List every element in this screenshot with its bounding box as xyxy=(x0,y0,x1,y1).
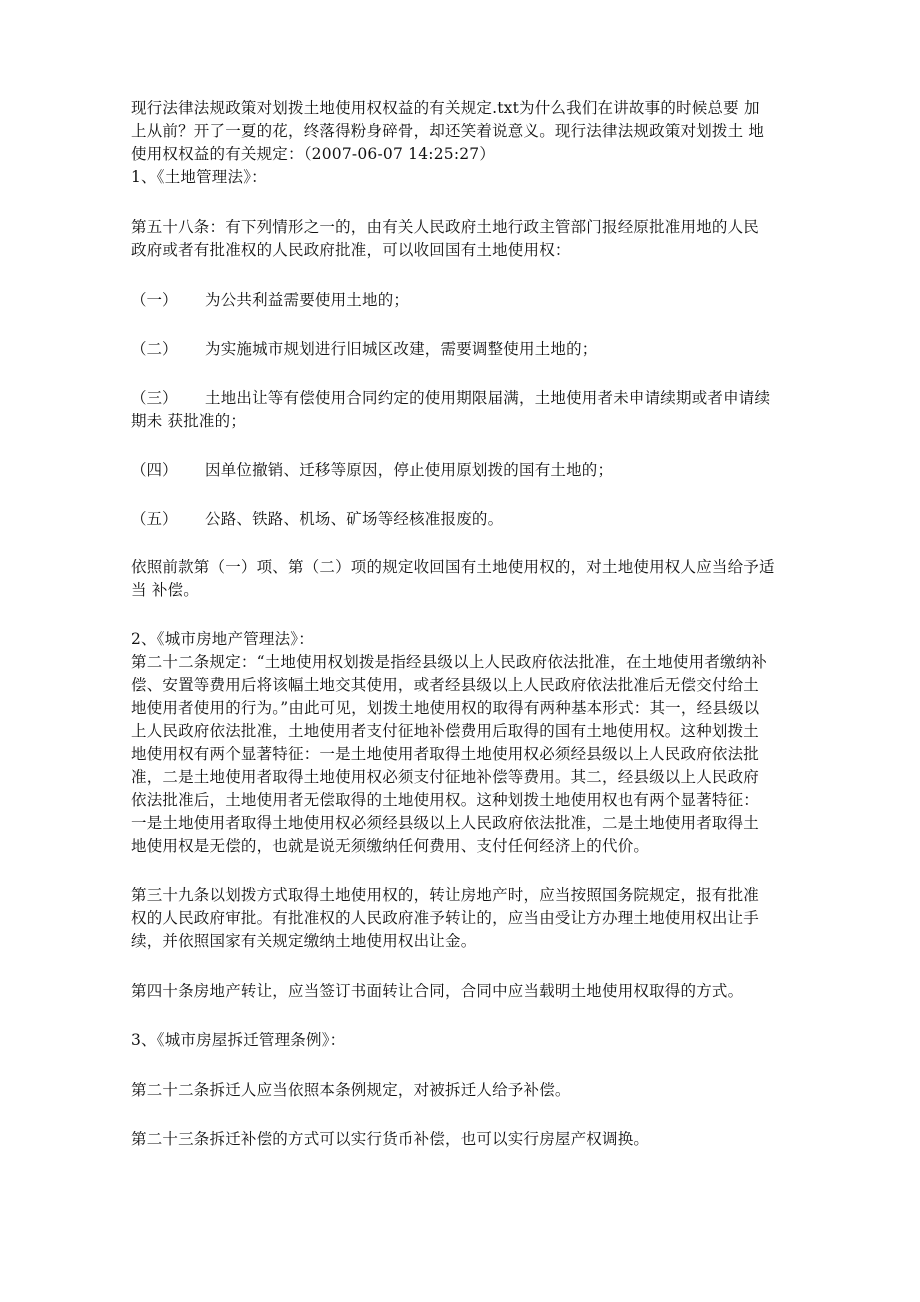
article-22-line-5: 地使用权有两个显著特征：一是土地使用者取得土地使用权必须经县级以上人民政府依法批 xyxy=(131,745,760,763)
article-22-line-7: 依法批准后，土地使用者无偿取得的土地使用权。这种划拨土地使用权也有两个显著特征： xyxy=(131,791,760,809)
intro-line-1: 现行法律法规政策对划拨土地使用权权益的有关规定.txt为什么我们在讲故事的时候总要 加 xyxy=(131,99,760,117)
article-40: 第四十条房地产转让，应当签订书面转让合同，合同中应当载明土地使用权取得的方式。 xyxy=(131,982,744,1000)
article-22-line-6: 准，二是土地使用者取得土地使用权必须支付征地补偿等费用。其二，经县级以上人民政府 xyxy=(131,768,760,786)
item-5-number: （五） xyxy=(131,510,178,528)
section-1-heading: 1、《土地管理法》： xyxy=(131,168,267,186)
article-22-line-3: 地使用者使用的行为。”由此可见，划拨土地使用权的取得有两种基本形式：其一，经县级以 xyxy=(131,699,760,717)
relocation-article-23: 第二十三条拆迁补偿的方式可以实行货币补偿，也可以实行房屋产权调换。 xyxy=(131,1130,650,1148)
compensation-line-1: 依照前款第（一）项、第（二）项的规定收回国有土地使用权的，对土地使用权人应当给予适 xyxy=(131,558,775,576)
compensation-line-2: 当 补偿。 xyxy=(131,581,199,599)
item-5-text: 公路、铁路、机场、矿场等经核准报废的。 xyxy=(205,510,504,528)
article-39-line-2: 权的人民政府审批。有批准权的人民政府准予转让的，应当由受让方办理土地使用权出让手 xyxy=(131,909,760,927)
item-2-text: 为实施城市规划进行旧城区改建，需要调整使用土地的； xyxy=(205,340,598,358)
item-3-text: 土地出让等有偿使用合同约定的使用期限届满，土地使用者未申请续期或者申请续 xyxy=(205,389,771,407)
item-4-number: （四） xyxy=(131,461,178,479)
section-3-heading: 3、《城市房屋拆迁管理条例》： xyxy=(131,1031,346,1049)
intro-line-3: 使用权权益的有关规定：（2007-06-07 14:25:27） xyxy=(131,145,496,163)
article-22-line-2: 偿、安置等费用后将该幅土地交其使用，或者经县级以上人民政府依法批准后无偿交付给土 xyxy=(131,676,760,694)
relocation-article-22: 第二十二条拆迁人应当依照本条例规定，对被拆迁人给予补偿。 xyxy=(131,1081,571,1099)
item-1-text: 为公共利益需要使用土地的； xyxy=(205,291,410,309)
article-22-line-8: 一是土地使用者取得土地使用权必须经县级以上人民政府依法批准，二是土地使用者取得土 xyxy=(131,814,760,832)
section-2-heading: 2、《城市房地产管理法》： xyxy=(131,630,314,648)
article-39-line-3: 续，并依照国家有关规定缴纳土地使用权出让金。 xyxy=(131,932,477,950)
article-22-line-9: 地使用权是无偿的，也就是说无须缴纳任何费用、支付任何经济上的代价。 xyxy=(131,837,650,855)
item-1-number: （一） xyxy=(131,291,178,309)
article-22-line-1: 第二十二条规定：“土地使用权划拨是指经县级以上人民政府依法批准，在土地使用者缴纳补 xyxy=(131,653,768,671)
item-3-continuation: 期未 获批准的； xyxy=(131,412,247,430)
item-3-number: （三） xyxy=(131,389,178,407)
item-4-text: 因单位撤销、迁移等原因，停止使用原划拨的国有土地的； xyxy=(205,461,614,479)
article-58-line-2: 政府或者有批准权的人民政府批准，可以收回国有土地使用权： xyxy=(131,241,571,259)
article-39-line-1: 第三十九条以划拨方式取得土地使用权的，转让房地产时，应当按照国务院规定，报有批准 xyxy=(131,886,760,904)
article-58-line-1: 第五十八条：有下列情形之一的，由有关人民政府土地行政主管部门报经原批准用地的人民 xyxy=(131,218,760,236)
item-2-number: （二） xyxy=(131,340,178,358)
article-22-line-4: 上人民政府依法批准，土地使用者支付征地补偿费用后取得的国有土地使用权。这种划拨土 xyxy=(131,722,760,740)
intro-line-2: 上从前？开了一夏的花，终落得粉身碎骨，却还笑着说意义。现行法律法规政策对划拨土 地 xyxy=(131,122,765,140)
